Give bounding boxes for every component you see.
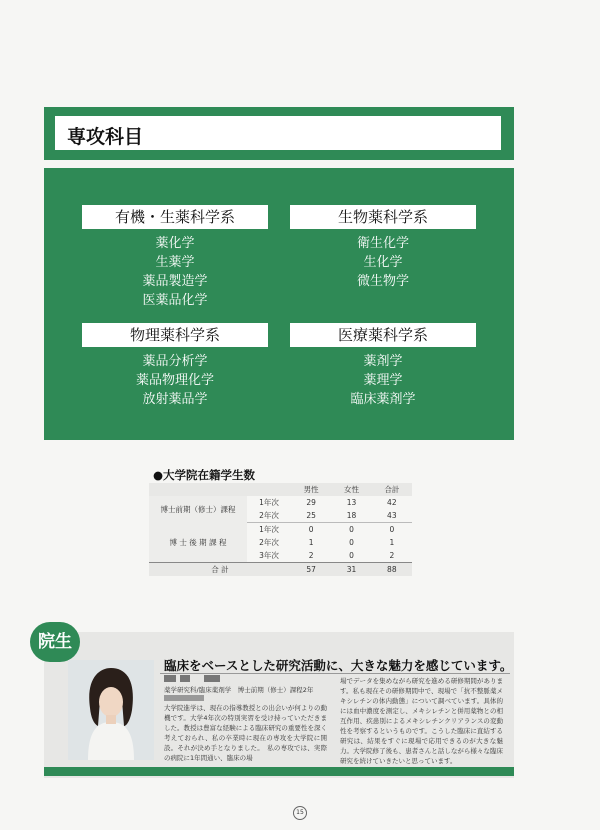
table-cell: 25 [291, 509, 331, 523]
table-cell: 0 [349, 538, 354, 547]
subject-item: 生薬学 [155, 255, 195, 270]
enrollment-table [149, 483, 412, 576]
table-cell: 57 [291, 563, 331, 577]
department-subject-list [290, 352, 476, 409]
subject-item: 臨床薬剤学 [350, 392, 416, 407]
department-subject-list [290, 234, 476, 291]
year-label: 3年次 [259, 551, 279, 560]
section-title-bar [44, 107, 514, 160]
student-portrait-icon [68, 660, 154, 760]
student-badge: 院生 [30, 622, 80, 662]
subject-item: 衛生化学 [356, 236, 409, 251]
table-cell: 1 [308, 538, 314, 547]
section-title-box [55, 116, 501, 150]
group-label: 博 士 後 期 課 程 [149, 523, 247, 563]
subject-item: 放射薬品学 [142, 392, 208, 407]
table-row [149, 523, 412, 537]
year-label: 1年次 [259, 498, 279, 507]
table-cell: 43 [372, 509, 412, 523]
table-cell: 1 [389, 538, 395, 547]
department-subject-list [82, 234, 268, 310]
table-cell: 13 [346, 498, 357, 507]
name-redaction [164, 675, 176, 682]
year-label: 2年次 [247, 509, 291, 523]
subject-item: 薬品物理化学 [135, 373, 214, 388]
page-number: 15 [293, 806, 307, 820]
name-redaction [204, 675, 220, 682]
group-label: 博士前期（修士）課程 [149, 496, 247, 523]
table-cell: 88 [372, 563, 412, 577]
year-label: 1年次 [259, 525, 279, 534]
table-cell: 31 [331, 563, 371, 577]
department-subject-list [82, 352, 268, 409]
subject-item: 薬理学 [363, 373, 403, 388]
table-cell: 0 [349, 525, 354, 534]
subject-item: 薬剤学 [363, 354, 403, 369]
table-cell: 42 [387, 498, 397, 507]
table-cell: 0 [349, 551, 354, 560]
table-cell: 2 [389, 551, 395, 560]
headline-divider [160, 673, 510, 674]
enrollment-table-title: ●大学院在籍学生数 [153, 468, 256, 482]
year-label: 2年次 [259, 538, 279, 547]
subject-item: 薬品分析学 [142, 354, 208, 369]
subject-item: 生化学 [363, 255, 403, 270]
department-heading: 医療薬科学系 [290, 323, 476, 347]
table-total-row [149, 563, 412, 577]
table-cell: 18 [331, 509, 371, 523]
table-cell: 0 [308, 525, 314, 534]
table-cell: 29 [306, 498, 316, 507]
name-redaction [180, 675, 190, 682]
column-header: 合計 [372, 483, 412, 496]
table-cell: 2 [308, 551, 314, 560]
department-heading: 生物薬科学系 [290, 205, 476, 229]
student-photo [68, 660, 154, 760]
column-header: 男性 [291, 483, 331, 496]
section-title: 専攻科目 [67, 126, 144, 148]
student-text-column-1: 大学院進学は、現在の指導教授との出会いが何よりの動機です。大学4年次の特別実習を受け持っていただきました。教授は豊富な経験による臨床研究の重要性を深く考えておられ、私の卒業時に現在の専攻を大学院に開設。それが決め手となりました。 私の専攻では、実際の病院に1年間通い、臨床の場 [164, 704, 327, 762]
subject-item: 医薬品化学 [142, 293, 208, 308]
subject-item: 薬品製造学 [142, 274, 208, 289]
department-heading: 有機・生薬科学系 [82, 205, 268, 229]
department-panel [44, 168, 514, 440]
subject-item: 微生物学 [356, 274, 409, 289]
table-cell: 0 [389, 525, 395, 534]
subject-item: 薬化学 [155, 236, 195, 251]
total-label: 合 計 [149, 563, 291, 577]
panel-bottom-bar [44, 767, 514, 776]
table-header-row [149, 483, 412, 496]
column-header: 女性 [331, 483, 371, 496]
table-row [149, 496, 412, 509]
name-redaction [164, 695, 204, 701]
student-affiliation: 薬学研究科/臨床薬剤学 博士前期（修士）課程2年 [164, 686, 314, 694]
student-text-column-2: 場でデータを集めながら研究を進める研修期間があります。私も現在その研修期間中で、現場で「抗不整脈薬メキシレチンの体内動態」について調べています。具体的には血中濃度を測定し、メキシレチンと併用薬物との相互作用、疾患別によるメキシレチンクリアランスの変動性を考察するというものです。こうした臨床に直結する研究は、結果をすぐに現場で応用できるのが大きな魅力。大学院修了後も、患者さんと話しながら様々な臨床研究を続けていきたいと思っています。 [340, 677, 503, 765]
department-heading: 物理薬科学系 [82, 323, 268, 347]
student-headline: 臨床をベースとした研究活動に、大きな魅力を感じています。 [164, 658, 513, 673]
